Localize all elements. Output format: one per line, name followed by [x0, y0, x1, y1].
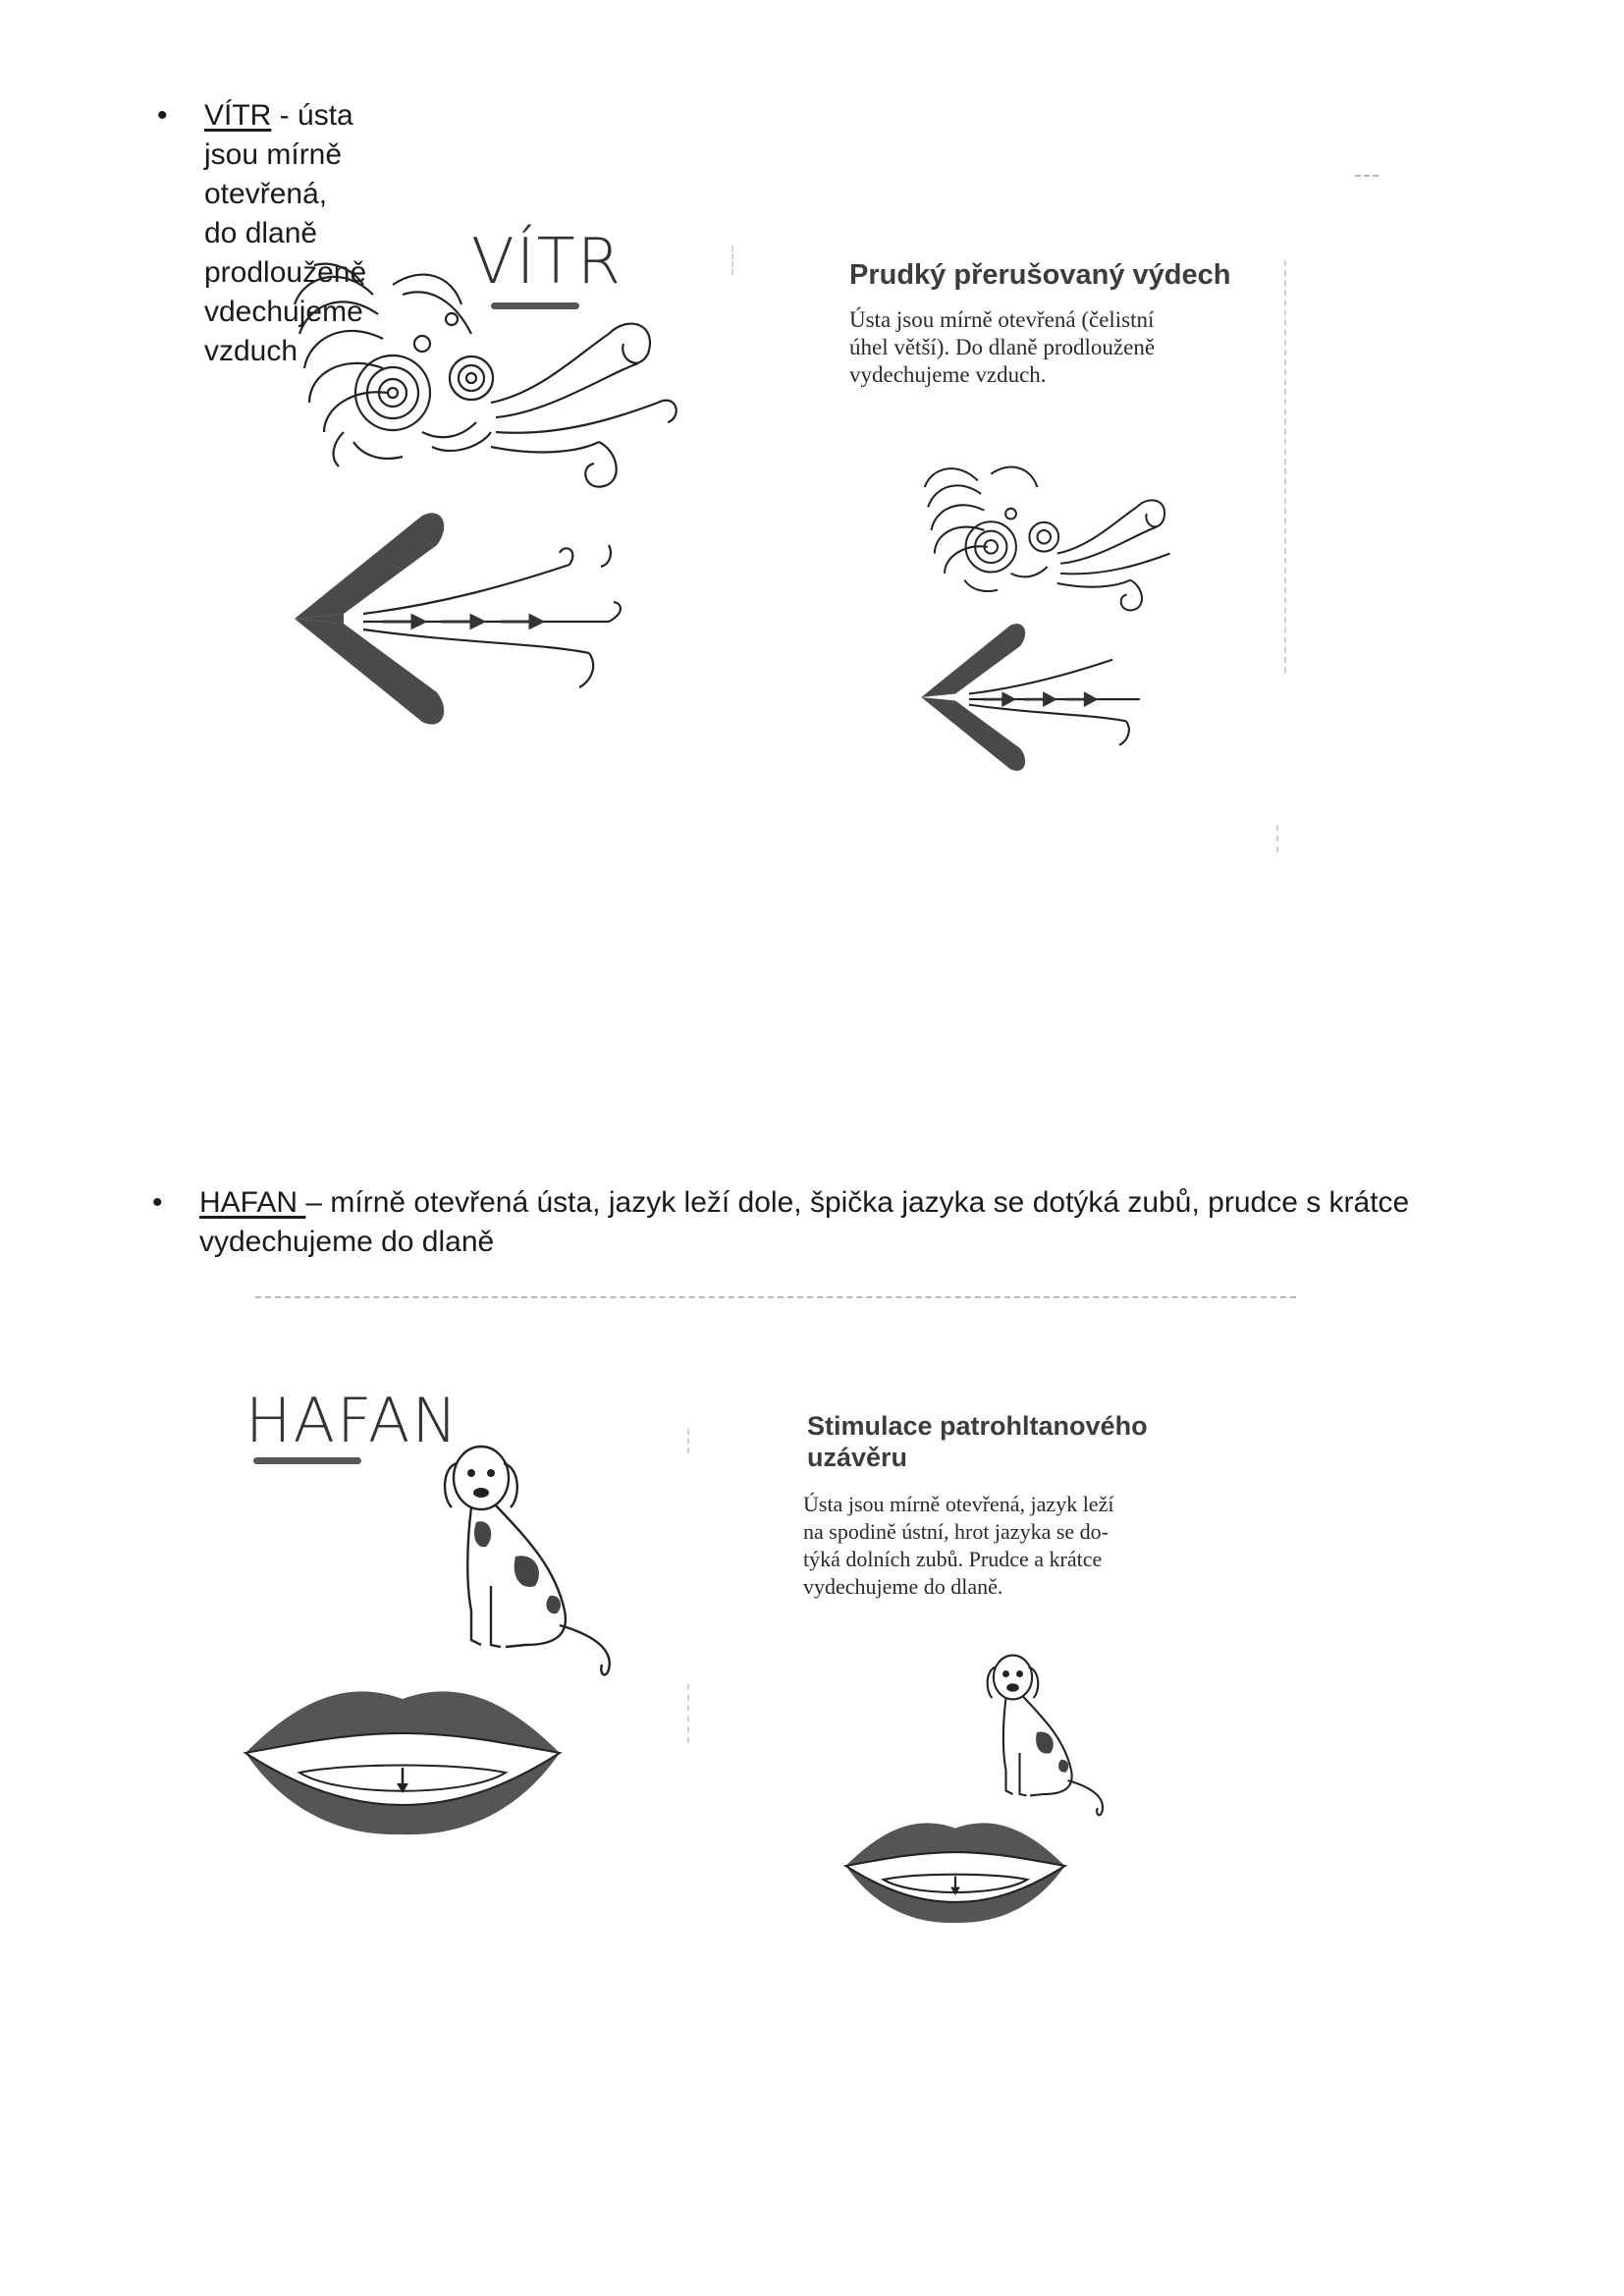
card-title-line: uzávěru	[807, 1443, 908, 1472]
scan-dash	[687, 1684, 689, 1743]
scan-dash	[1355, 175, 1379, 177]
keyword-vitr: VÍTR	[204, 99, 272, 132]
wind-face-icon	[285, 246, 677, 491]
handwritten-label-vitr: VÍTR	[471, 226, 623, 299]
card-line: na spodině ústní, hrot jazyka se do-	[803, 1519, 1109, 1544]
card-line: vydechujeme do dlaně.	[803, 1574, 1003, 1599]
card-line: vydechujeme vzduch.	[849, 362, 1047, 387]
scan-dash	[687, 1429, 689, 1453]
scan-dash	[731, 246, 733, 275]
description-hafan-line2: vydechujeme do dlaně	[199, 1226, 495, 1258]
card-title-line: Stimulace patrohltanového	[807, 1411, 1148, 1441]
palm-airflow-icon-small	[913, 619, 1168, 776]
card-line: týká dolních zubů. Prudce a krátce	[803, 1547, 1103, 1571]
open-mouth-icon	[241, 1669, 565, 1836]
card-title-vitr: Prudký přerušovaný výdech	[849, 259, 1231, 291]
scan-dash	[1276, 825, 1278, 852]
dog-icon-small	[982, 1650, 1119, 1822]
bullet-dot: •	[157, 99, 168, 132]
open-mouth-icon-small	[842, 1807, 1068, 1925]
description-vitr: - ústa jsou mírně otevřená, do dlaně prodlouženě vdechujeme vzduch	[204, 99, 367, 367]
card-title-hafan	[807, 1410, 1148, 1473]
card-body-vitr	[849, 306, 1155, 389]
card-body-hafan	[803, 1491, 1113, 1601]
keyword-hafan: HAFAN	[199, 1186, 306, 1219]
bullet-dot: •	[152, 1186, 163, 1219]
scan-dash	[1284, 260, 1286, 673]
handwritten-underline	[253, 1457, 361, 1464]
dog-icon	[437, 1439, 633, 1684]
bullet-text	[199, 1183, 1574, 1262]
palm-airflow-icon	[285, 506, 648, 732]
card-line: Ústa jsou mírně otevřená, jazyk leží	[803, 1492, 1114, 1516]
description-hafan: – mírně otevřená ústa, jazyk leží dole, špička jazyka se dotýká zubů, prudce s krátce	[305, 1186, 1410, 1219]
handwritten-label-hafan: HAFAN	[245, 1385, 460, 1456]
card-line: Ústa jsou mírně otevřená (čelistní	[849, 307, 1155, 332]
scan-dash	[255, 1296, 1296, 1298]
wind-face-icon-small	[918, 447, 1183, 614]
card-line: úhel větší). Do dlaně prodlouženě	[849, 335, 1156, 359]
